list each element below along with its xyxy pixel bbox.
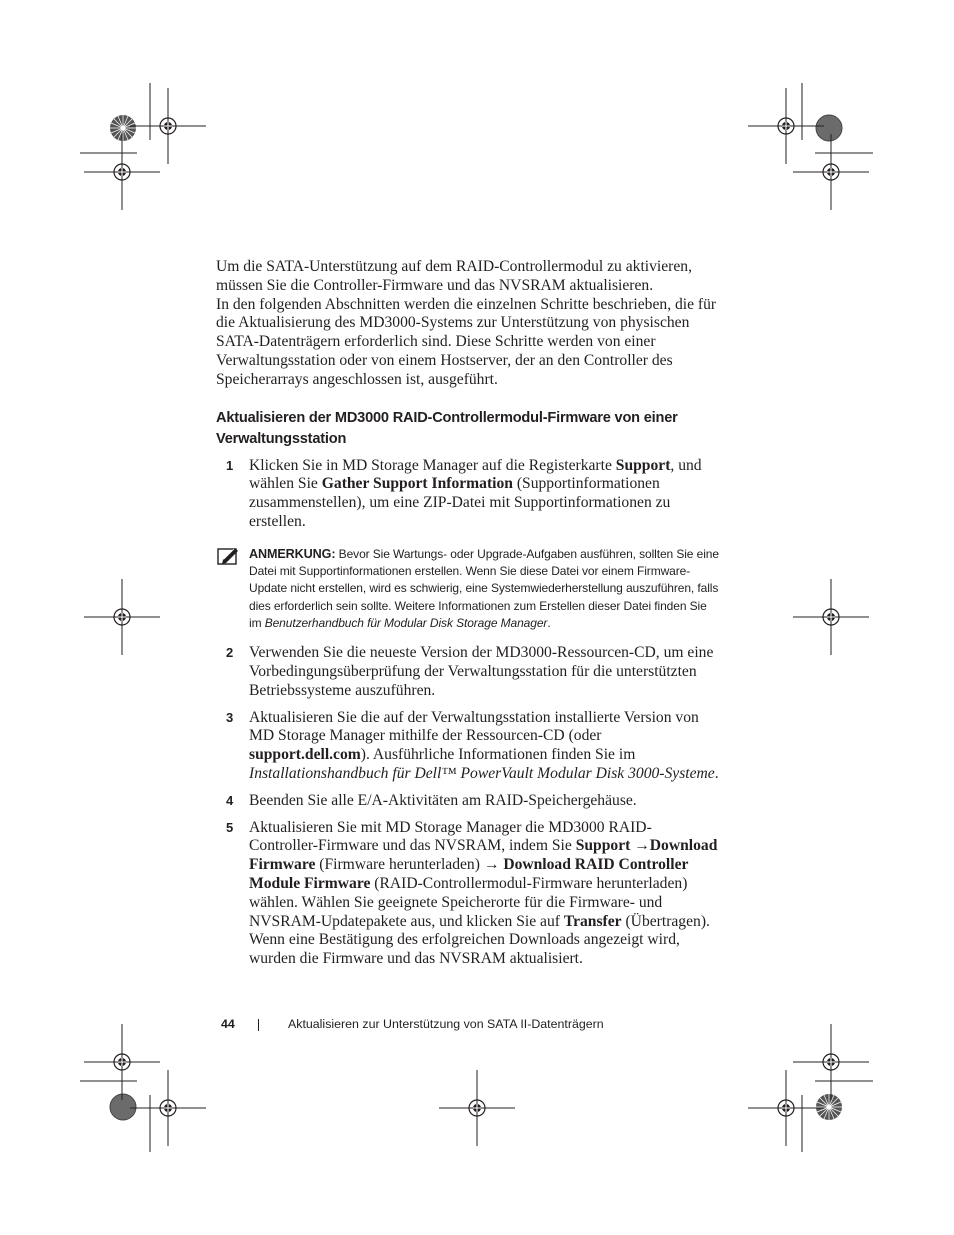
note-end: . [547, 615, 551, 630]
ui-term-support: Support [615, 456, 671, 474]
page-content [216, 258, 720, 977]
step-text: (Übertragen). Wenn eine Bestätigung des erfolgreichen Downloads angezeigt wird, wurden die Firmware und das NVSRAM aktualisiert. [249, 912, 710, 968]
step-list [216, 457, 720, 532]
note-manual-title: Benutzerhandbuch für Modular Disk Storage Manager [264, 615, 548, 630]
step-number: 3 [226, 709, 234, 725]
step-number: 5 [226, 819, 234, 835]
note-text: Bevor Sie Wartungs- oder Upgrade-Aufgaben ausführen, sollten Sie eine Datei mit Supportinformationen erstellen. Wenn Sie diese Datei vor einem Firmware-Update nicht erstellen, wird es schwierig, eine Systemwiederherstellung auszuführen, falls dies erforderlich sein sollte. Weitere Informationen zum Erstellen dieser Datei finden Sie im [249, 546, 719, 630]
step-text: Verwenden Sie die neueste Version der MD3000-Ressourcen-CD, um eine Vorbedingungsüberprüfung der Verwaltungsstation für die unterstützten Betriebssysteme auszuführen. [249, 644, 714, 699]
step-number: 2 [226, 645, 234, 661]
ui-term-gather-support-information: Gather Support Information [321, 475, 513, 493]
step-text: , und wählen Sie [249, 456, 702, 493]
note-block [216, 546, 720, 632]
step-list-continued [216, 644, 720, 969]
ui-term-support-dell-com: support.dell.com [249, 746, 361, 764]
step-number: 1 [226, 457, 234, 473]
intro-paragraph-1: Um die SATA-Unterstützung auf dem RAID-Controllermodul zu aktivieren, müssen Sie die Controller-Firmware und das NVSRAM aktualisieren. [216, 258, 692, 294]
step-1 [216, 457, 720, 532]
section-heading: Aktualisieren der MD3000 RAID-Controllermodul-Firmware von einer Verwaltungsstation [216, 409, 678, 447]
step-text: Klicken Sie in MD Storage Manager auf die Registerkarte [249, 456, 616, 474]
ui-term-transfer: Transfer [563, 912, 622, 930]
step-4 [216, 792, 720, 811]
step-5 [216, 819, 720, 969]
step-number: 4 [226, 792, 234, 808]
footer-divider [258, 1019, 259, 1031]
step-text: Beenden Sie alle E/A-Aktivitäten am RAID-Speichergehäuse. [249, 791, 637, 809]
step-text: Aktualisieren Sie die auf der Verwaltungsstation installierte Version von MD Storage Manager mithilfe der Ressourcen-CD (oder [249, 708, 699, 745]
page-number: 44 [221, 1017, 235, 1031]
step-text: (Supportinformationen zusammenstellen), um eine ZIP-Datei mit Supportinformationen zu erstellen. [249, 475, 671, 530]
step-text: Aktualisieren Sie mit MD Storage Manager die MD3000 RAID-Controller-Firmware und das NVSRAM, indem Sie [249, 818, 652, 855]
intro-paragraph-2: In den folgenden Abschnitten werden die einzelnen Schritte beschrieben, die für die Aktualisierung des MD3000-Systems zur Unterstützung von physischen SATA-Datenträgern erforderlich sind. Diese Schritte werden von einer Verwaltungsstation oder von einem Hostserver, der an den Controller des Speicherarrays angeschlossen ist, ausgeführt. [216, 295, 717, 388]
step-3 [216, 709, 720, 784]
note-label: ANMERKUNG: [249, 546, 336, 561]
step-text: (RAID-Controllermodul-Firmware herunterladen) wählen. Wählen Sie geeignete Speicherorte für die Firmware- und NVSRAM-Updatepakete aus, und klicken Sie auf [249, 875, 688, 930]
installation-manual-title: Installationshandbuch für Dell™ PowerVault Modular Disk 3000-Systeme [249, 765, 715, 783]
step-text: ). Ausführliche Informationen finden Sie im [360, 746, 636, 764]
ui-term-download-firmware: Support →Download Firmware [249, 837, 718, 874]
step-text: (Firmware herunterladen) → [315, 856, 504, 874]
pencil-note-icon [217, 547, 239, 565]
footer-title: Aktualisieren zur Unterstützung von SATA II-Datenträgern [288, 1017, 604, 1031]
ui-term-download-raid-controller-module-firmware: Download RAID Controller Module Firmware [249, 856, 689, 893]
step-text: . [714, 765, 719, 783]
step-2 [216, 644, 720, 700]
